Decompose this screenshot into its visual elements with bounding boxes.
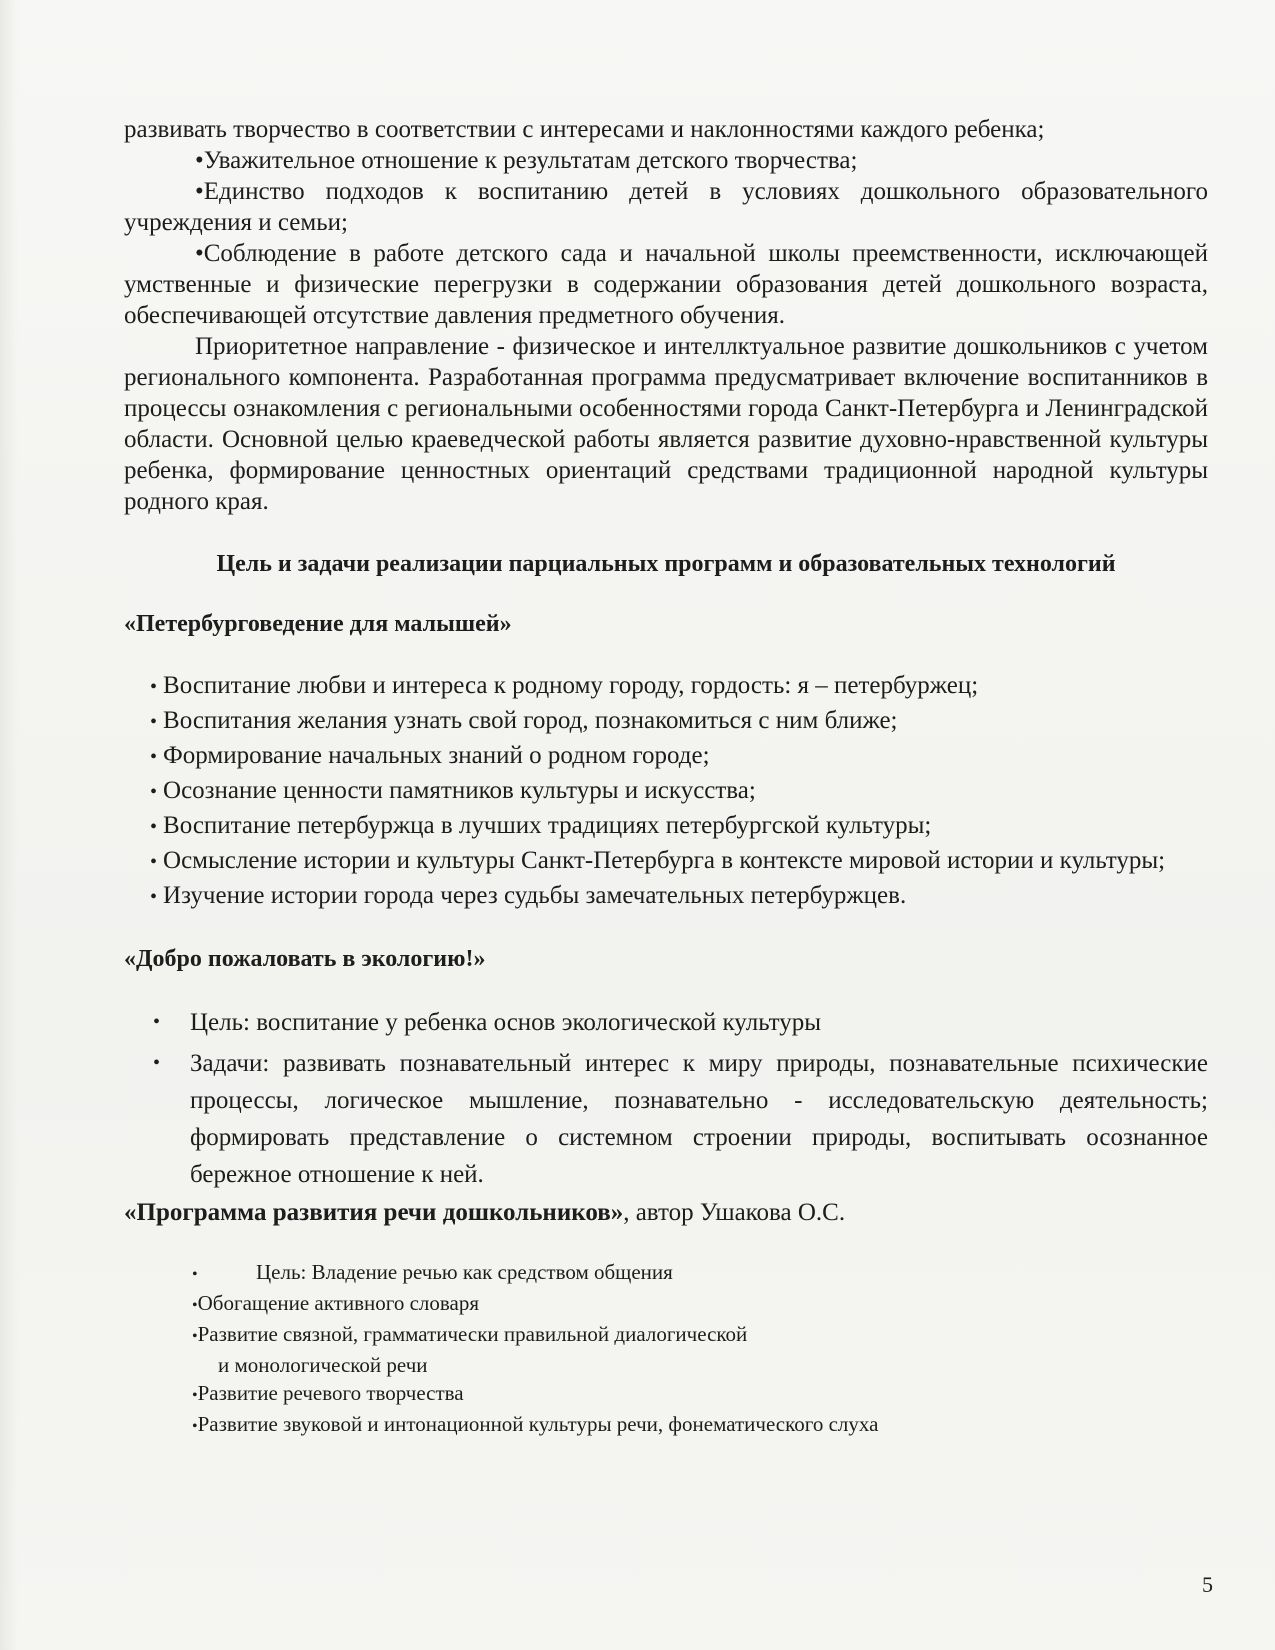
bullet-icon: • [192, 1328, 198, 1345]
program2-list [124, 1004, 1208, 1193]
list-item: •Развитие звуковой и интонационной культуры речи, фонематического слуха [192, 1412, 879, 1436]
bullet-icon: • [192, 1418, 198, 1435]
bullet-icon: • [192, 1297, 198, 1314]
program1-list [124, 669, 1208, 914]
program1-title: «Петербурговедение для малышей» [124, 611, 512, 637]
priority-paragraph: Приоритетное направление - физическое и интеллктуальное развитие дошкольников с учетом регионального компонента. Разработанная программа предусматривает включение воспитанников в процессы ознакомления с региональными особенностями города Санкт-Петербурга и Ленинградской области. Основной целью краеведческой работы является развитие духовно-нравственной культуры ребенка, формирование ценностных ориентаций средствами традиционной народной культуры родного края. [124, 333, 1208, 515]
list-item: • Воспитание любви и интереса к родному городу, гордость: я – петербуржец; [150, 672, 979, 699]
bullet-icon: • [150, 711, 158, 733]
list-item: • Формирование начальных знаний о родном городе; [150, 742, 710, 769]
program2-title: «Добро пожаловать в экологию!» [124, 946, 486, 972]
list-item: • Цель: воспитание у ребенка основ экологической культуры [153, 1004, 1208, 1041]
list-item: • Осмысление истории и культуры Санкт-Петербурга в контексте мировой истории и культуры; [150, 847, 1166, 874]
principle-respect: •Уважительное отношение к результатам детского творчества; [195, 147, 858, 174]
scan-edge [0, 0, 18, 1650]
bullet-icon: • [150, 781, 158, 803]
intro-line: развивать творчество в соответствии с интересами и наклонностями каждого ребенка; [124, 116, 1045, 143]
section-heading: Цель и задачи реализации парциальных программ и образовательных технологий [216, 551, 1116, 577]
principle-continuity: •Соблюдение в работе детского сада и начальной школы преемственности, исключающей умственные и физические перегрузки в содержании образования детей дошкольного возраста, обеспечивающей отсутствие давления предметного обучения. [124, 240, 1208, 329]
list-item: • Цель: Владение речью как средством общения [192, 1258, 1208, 1289]
bullet-icon: • [192, 1387, 198, 1404]
bullet-icon: • [150, 676, 158, 698]
bullet-icon: • [150, 746, 158, 768]
program3-heading [124, 1197, 1208, 1228]
bullet-icon: • [150, 886, 158, 908]
bullet-icon: • [150, 816, 158, 838]
principle-unity: •Единство подходов к воспитанию детей в условиях дошкольного образовательного учреждения и семьи; [124, 178, 1208, 236]
list-item: • Воспитания желания узнать свой город, познакомиться с ним ближе; [150, 707, 898, 734]
program3-title: «Программа развития речи дошкольников» [124, 1199, 624, 1226]
bullet-icon: • [153, 1011, 161, 1033]
bullet-icon: • [192, 1266, 198, 1283]
page-number: 5 [1202, 1572, 1213, 1597]
program3-author: , автор Ушакова О.С. [623, 1199, 846, 1226]
list-item: •Развитие речевого творчества [192, 1381, 464, 1405]
list-item: •Обогащение активного словаря [192, 1291, 480, 1315]
bullet-icon: • [153, 1052, 161, 1074]
list-item: • Воспитание петербуржца в лучших традициях петербургской культуры; [150, 812, 932, 839]
program3-list [124, 1258, 1208, 1441]
list-item: • Изучение истории города через судьбы замечательных петербуржцев. [150, 882, 907, 909]
bullet-icon: • [150, 851, 158, 873]
list-item: • Осознание ценности памятников культуры и искусства; [150, 777, 756, 804]
page-content [124, 114, 1208, 1441]
list-item: • Задачи: развивать познавательный интерес к миру природы, познавательные психические процессы, логическое мышление, познавательно - исследовательскую деятельность; формировать представление о системном строении природы, воспитывать осознанное бережное отношение к ней. [153, 1045, 1208, 1193]
list-item: •Развитие связной, грамматически правильной диалогической и монологической речи [192, 1322, 748, 1377]
